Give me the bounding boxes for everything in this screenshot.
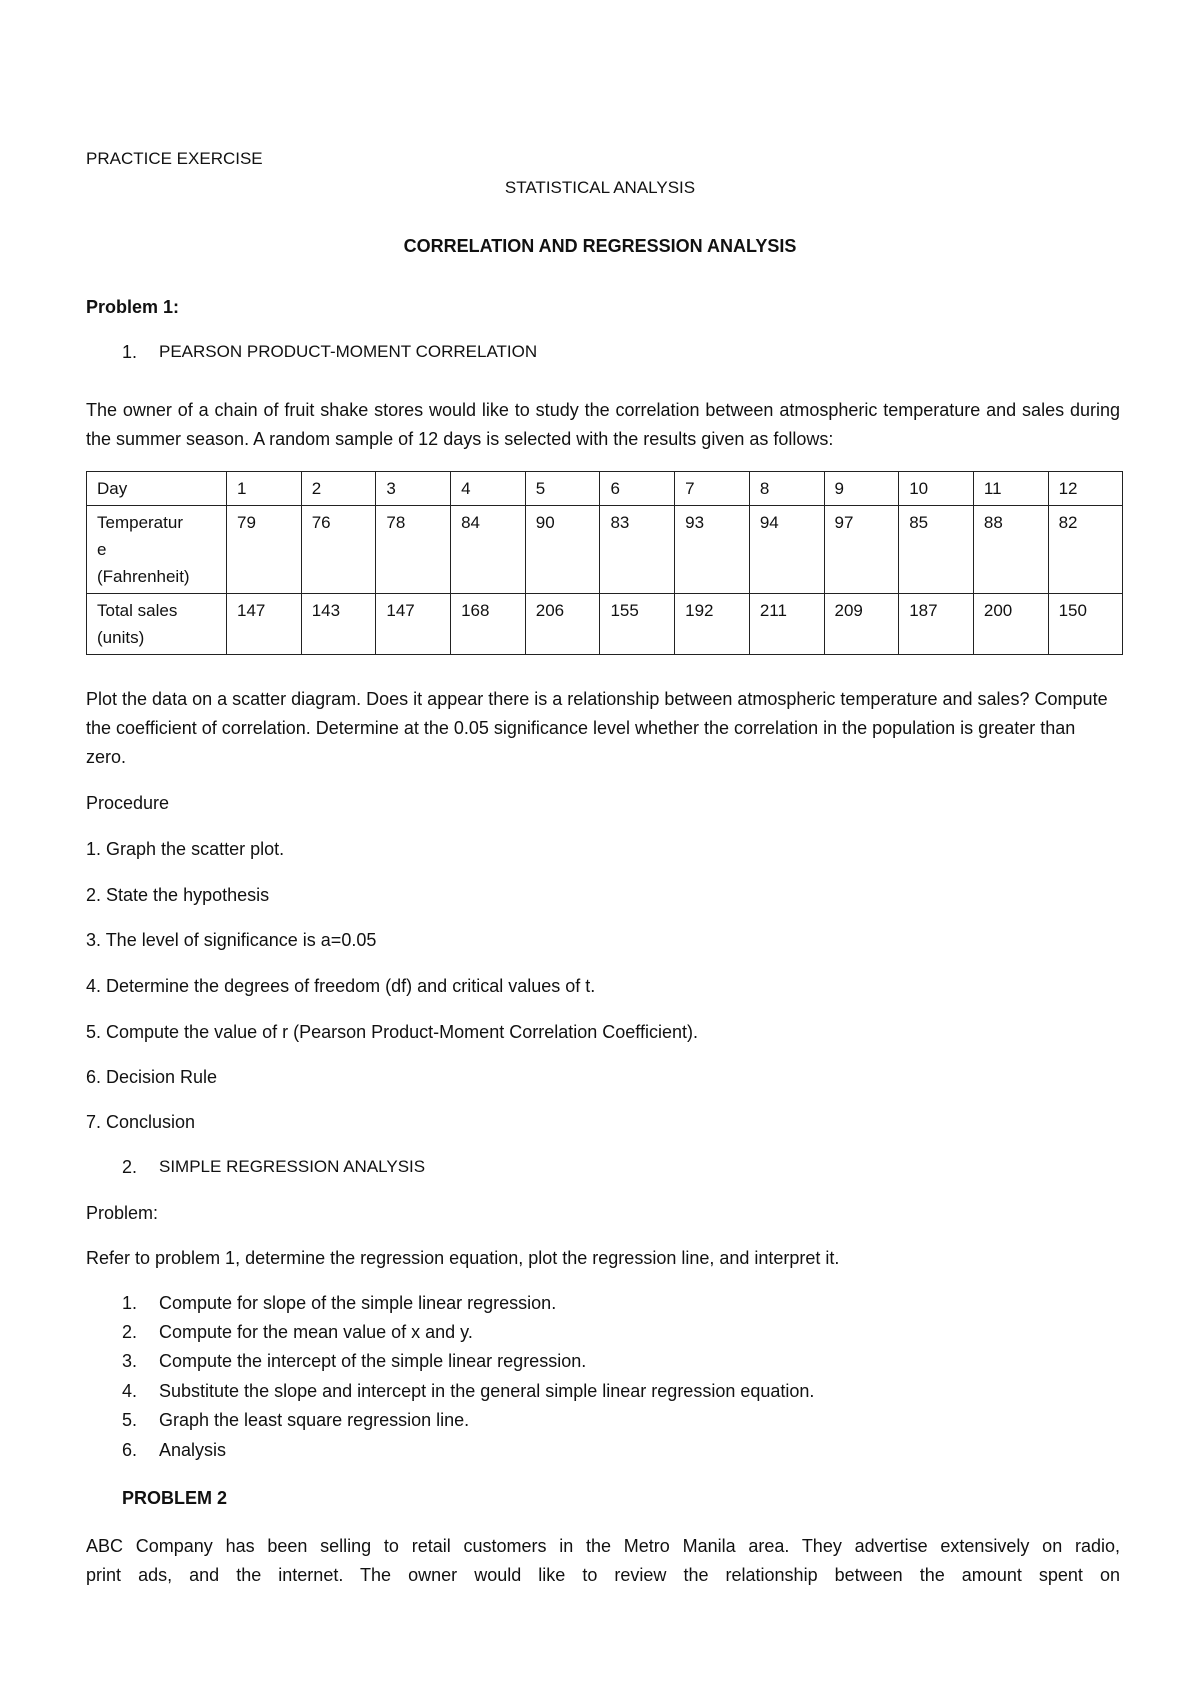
table-cell-sales: 147 [376,594,451,655]
table-row-sales [87,594,1123,655]
table-cell-sales: 211 [749,594,824,655]
table-cell-temperature: 79 [227,506,302,594]
procedure-step: 6. Decision Rule [86,1067,218,1087]
table-cell-sales: 147 [227,594,302,655]
temperature-label-line: e [97,540,107,559]
table-cell-temperature: 97 [824,506,899,594]
table-cell-sales: 187 [899,594,974,655]
practice-label: PRACTICE EXERCISE [86,149,263,168]
problem-2-line: ABC Company has been selling to retail customers in the Metro Manila area. They advertise extensively on radio, [86,1536,1120,1556]
table-cell-temperature: 85 [899,506,974,594]
table-row-day [87,472,1123,506]
problem-label: Problem: [86,1203,159,1223]
table-cell-sales: 150 [1048,594,1123,655]
table-header-temperature [87,506,227,594]
table-cell-sales: 192 [675,594,750,655]
temperature-sales-table [86,471,1123,655]
step-number: 2. [122,1322,138,1342]
table-cell-day: 10 [899,472,974,506]
table-cell-sales: 155 [600,594,675,655]
step-text: Compute for slope of the simple linear regression. [159,1293,557,1313]
table-cell-sales: 209 [824,594,899,655]
table-cell-temperature: 84 [451,506,526,594]
step-text: Graph the least square regression line. [159,1410,470,1430]
section-1-number: 1. [122,342,138,362]
step-number: 6. [122,1440,138,1460]
table-cell-sales: 200 [973,594,1048,655]
section-2-label: SIMPLE REGRESSION ANALYSIS [159,1157,426,1176]
table-cell-temperature: 76 [301,506,376,594]
table-cell-day: 6 [600,472,675,506]
step-number: 4. [122,1381,138,1401]
table-cell-sales: 206 [525,594,600,655]
step-number: 5. [122,1410,138,1430]
section-1-label: PEARSON PRODUCT-MOMENT CORRELATION [159,342,538,361]
step-text: Analysis [159,1440,227,1460]
procedure-step: 2. State the hypothesis [86,885,270,905]
sales-label-line: (units) [97,628,145,647]
problem-2-line: print ads, and the internet. The owner would like to review the relationship between the amount spent on [86,1565,1120,1585]
table-row-temperature [87,506,1123,594]
table-cell-day: 8 [749,472,824,506]
table-cell-day: 11 [973,472,1048,506]
problem-2-heading: PROBLEM 2 [122,1488,228,1508]
table-cell-day: 5 [525,472,600,506]
table-cell-sales: 143 [301,594,376,655]
step-number: 1. [122,1293,138,1313]
step-text: Substitute the slope and intercept in the general simple linear regression equation. [159,1381,815,1401]
course-title: STATISTICAL ANALYSIS [504,178,696,197]
procedure-step: 3. The level of significance is a=0.05 [86,930,377,950]
temperature-label-line: Temperatur [97,513,183,532]
table-cell-day: 4 [451,472,526,506]
table-cell-temperature: 82 [1048,506,1123,594]
table-cell-day: 2 [301,472,376,506]
table-cell-temperature: 94 [749,506,824,594]
procedure-step: 7. Conclusion [86,1112,196,1132]
temperature-label-line: (Fahrenheit) [97,567,190,586]
problem-1-question: Plot the data on a scatter diagram. Does it appear there is a relationship between atmospheric temperature and sales? Compute the coefficient of correlation. Determine at the 0.05 significance level whether the correlation in the population is greater than zero. [86,689,1108,767]
table-cell-temperature: 90 [525,506,600,594]
problem-1-intro: The owner of a chain of fruit shake stores would like to study the correlation between atmospheric temperature and sales during the summer season. A random sample of 12 days is selected with the results given as follows: [86,400,1120,449]
table-cell-day: 7 [675,472,750,506]
procedure-step: 4. Determine the degrees of freedom (df) and critical values of t. [86,976,596,996]
procedure-step: 1. Graph the scatter plot. [86,839,285,859]
table-cell-day: 1 [227,472,302,506]
procedure-step: 5. Compute the value of r (Pearson Product-Moment Correlation Coefficient). [86,1022,698,1042]
table-header-sales [87,594,227,655]
section-2-number: 2. [122,1157,138,1177]
table-cell-day: 9 [824,472,899,506]
table-cell-temperature: 93 [675,506,750,594]
table-cell-temperature: 83 [600,506,675,594]
sales-label-line: Total sales [97,601,178,620]
procedure-label: Procedure [86,793,170,813]
table-cell-day: 12 [1048,472,1123,506]
table-cell-sales: 168 [451,594,526,655]
table-cell-day: 3 [376,472,451,506]
regression-intro: Refer to problem 1, determine the regression equation, plot the regression line, and interpret it. [86,1248,840,1268]
problem-1-heading: Problem 1: [86,297,180,317]
step-number: 3. [122,1351,138,1371]
table-cell-temperature: 88 [973,506,1048,594]
table-header-day: Day [87,472,227,506]
table-cell-temperature: 78 [376,506,451,594]
step-text: Compute for the mean value of x and y. [159,1322,473,1342]
document-title: CORRELATION AND REGRESSION ANALYSIS [403,236,797,256]
step-text: Compute the intercept of the simple linear regression. [159,1351,587,1371]
